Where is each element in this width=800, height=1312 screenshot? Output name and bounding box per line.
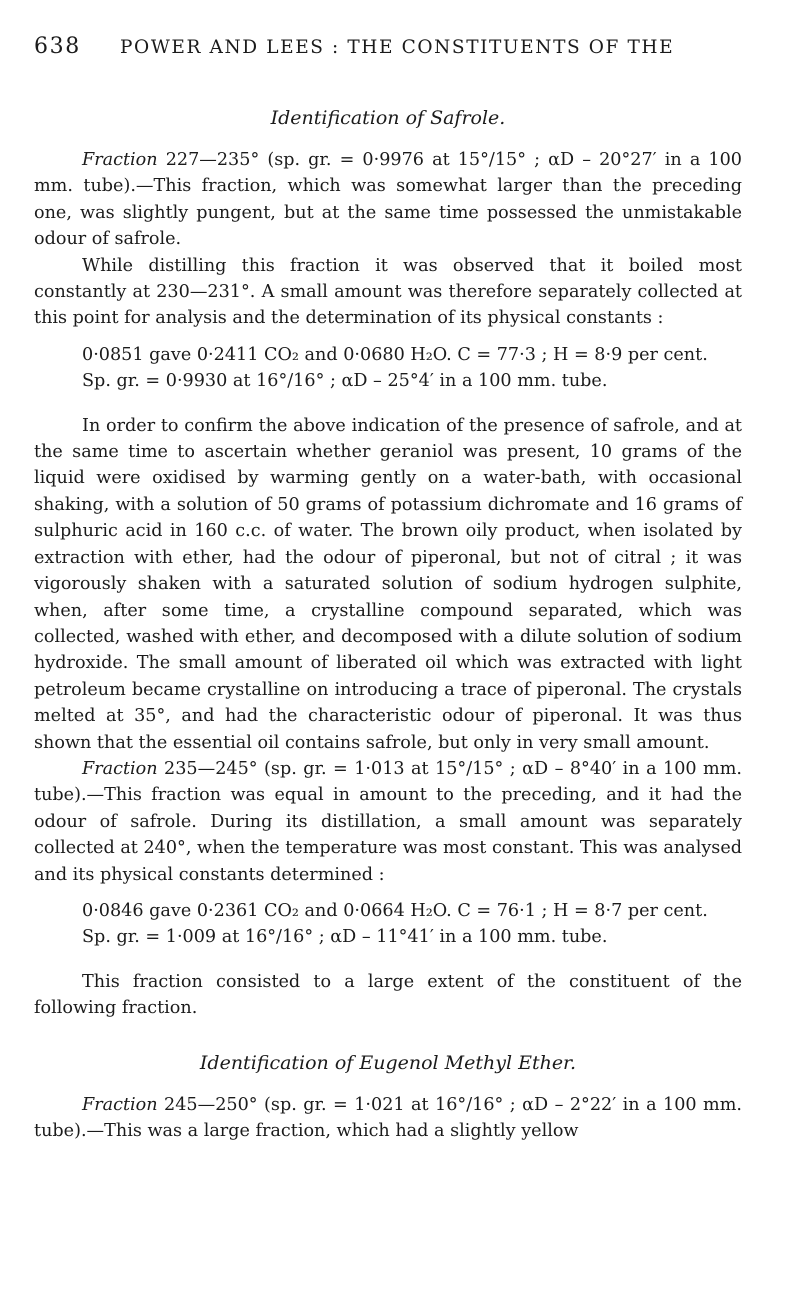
running-title: POWER AND LEES : THE CONSTITUENTS OF THE (120, 37, 675, 58)
paragraph-fraction-245 (34, 1092, 742, 1145)
fraction-label: Fraction (82, 150, 158, 170)
page-header (34, 34, 742, 59)
section-heading-safrole: Identification of Safrole. (270, 107, 506, 129)
paragraph-fraction-235 (34, 756, 742, 888)
analysis-line: 0·0846 gave 0·2361 CO₂ and 0·0664 H₂O. C = 76·1 ; H = 8·7 per cent. (82, 900, 708, 921)
page-number: 638 (34, 34, 81, 59)
analysis-block-1 (34, 342, 742, 395)
paragraph-distilling: While distilling this fraction it was observed that it boiled most constantly at 230—231°. A small amount was therefore separately collected at this point for analysis and the determination of its physical constants : (34, 255, 742, 329)
fraction-label: Fraction (82, 758, 158, 779)
paragraph-text: 235—245° (sp. gr. = 1·013 at 15°/15° ; αD – 8°40′ in a 100 mm. tube).—This fraction was equal in amount to the preceding, and it had the odour of safrole. During its distillation, a small amount was separately collected at 240°, when the temperature was most constant. This was analysed and its physical constants determined : (34, 758, 742, 885)
analysis-block-2 (34, 898, 742, 951)
paragraph-text: 245—250° (sp. gr. = 1·021 at 16°/16° ; αD – 2°22′ in a 100 mm. tube).—This was a large fraction, which had a slightly yellow (34, 1094, 742, 1141)
analysis-line: Sp. gr. = 1·009 at 16°/16° ; αD – 11°41′ in a 100 mm. tube. (82, 927, 608, 948)
paragraph-oxidation: In order to confirm the above indication of the presence of safrole, and at the same time to ascertain whether geraniol was present, 10 grams of the liquid were oxidised by warming gently on a water-bath, with occasional shaking, with a solution of 50 grams of potassium dichromate and 16 grams of sulphuric acid in 160 c.c. of water. The brown oily product, when isolated by extraction with ether, had the odour of piperonal, but not of citral ; it was vigorously shaken with a saturated solution of sodium hydrogen sulphite, when, after some time, a crystalline compound separated, which was collected, washed with ether, and decomposed with a dilute solution of sodium hydroxide. The small amount of liberated oil which was extracted with light petroleum became crystalline on introducing a trace of piperonal. The crystals melted at 35°, and had the characteristic odour of piperonal. It was thus shown that the essential oil contains safrole, but only in very small amount. (34, 415, 742, 753)
fraction-label: Fraction (82, 1094, 158, 1115)
section-heading-eugenol: Identification of Eugenol Methyl Ether. (199, 1051, 577, 1074)
analysis-line: 0·0851 gave 0·2411 CO₂ and 0·0680 H₂O. C = 77·3 ; H = 8·9 per cent. (82, 344, 708, 365)
analysis-line: Sp. gr. = 0·9930 at 16°/16° ; αD – 25°4′ in a 100 mm. tube. (82, 371, 608, 392)
paragraph-text: 227—235° (sp. gr. = 0·9976 at 15°/15° ; αD – 20°27′ in a 100 mm. tube).—This fraction, which was somewhat larger than the preceding one, was slightly pungent, but at the same time possessed the unmistakable odour of safrole. (34, 150, 742, 250)
paragraph-constituent: This fraction consisted to a large extent of the constituent of the following fraction. (34, 971, 742, 1019)
paragraph-fraction-227 (34, 147, 742, 253)
